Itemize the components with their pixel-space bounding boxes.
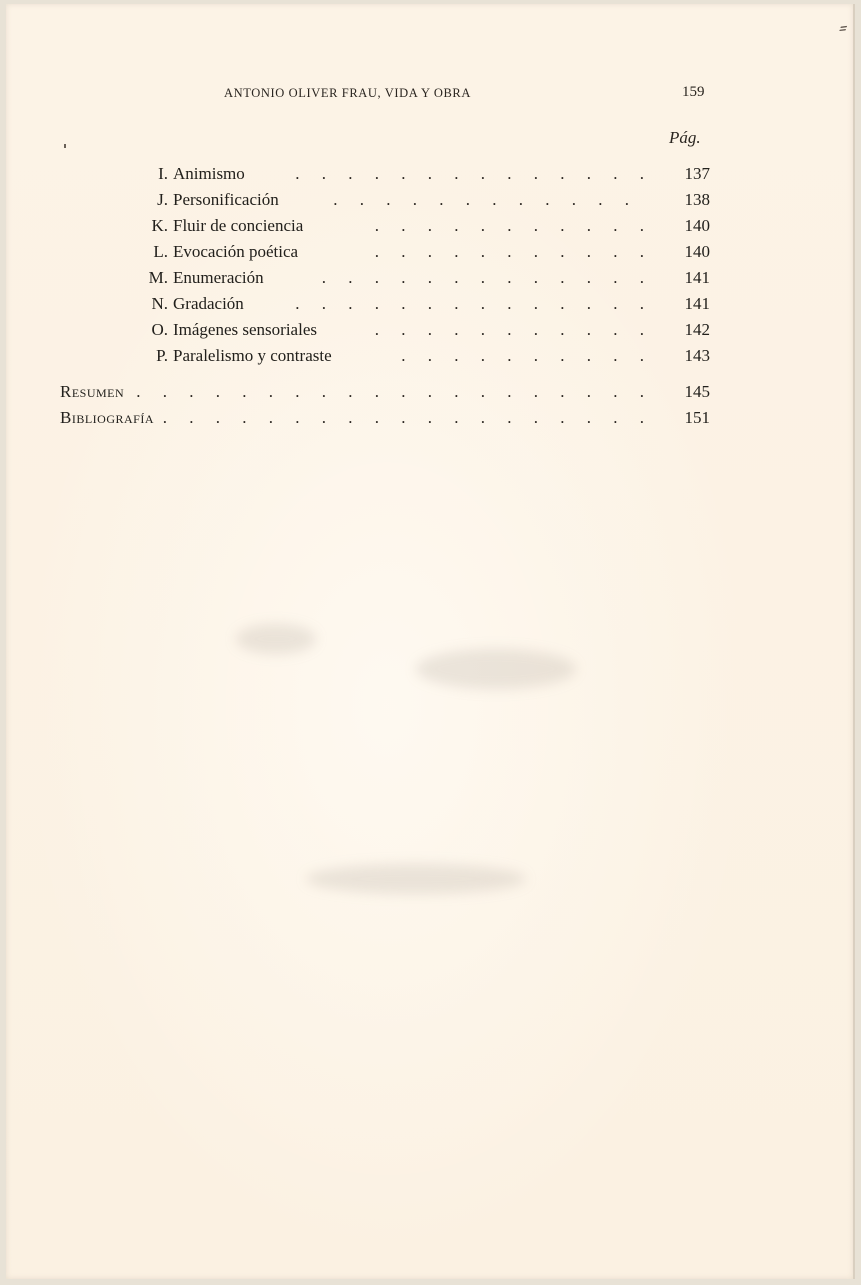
toc-page: 151 bbox=[684, 408, 710, 427]
toc-page: 140 bbox=[684, 242, 710, 261]
toc-entry-m bbox=[6, 268, 853, 294]
toc-label: Bibliografía bbox=[60, 408, 155, 427]
toc-leader-dots: . . . . . . . . . . . . . . bbox=[295, 164, 653, 183]
toc-page: 138 bbox=[684, 190, 710, 209]
torn-corner-mark: ⸗ bbox=[835, 13, 852, 40]
toc-page: 141 bbox=[684, 294, 710, 313]
toc-label: Fluir de conciencia bbox=[173, 216, 304, 235]
toc-leader-dots: . . . . . . . . . . . . . bbox=[321, 268, 653, 287]
toc-label: Enumeración bbox=[173, 268, 264, 287]
toc-page: 143 bbox=[684, 346, 710, 365]
toc-entry-p bbox=[6, 346, 853, 372]
toc-letter: M. bbox=[148, 268, 168, 287]
toc-page: 145 bbox=[684, 382, 710, 401]
paper-speck bbox=[64, 144, 66, 148]
toc-label: Gradación bbox=[173, 294, 244, 313]
toc-leader-dots: . . . . . . . . . . . bbox=[374, 216, 653, 235]
toc-page: 140 bbox=[684, 216, 710, 235]
toc-page: 141 bbox=[684, 268, 710, 287]
toc-entry-i bbox=[6, 164, 853, 190]
toc-label: Paralelismo y contraste bbox=[173, 346, 332, 365]
toc-label: Personificación bbox=[173, 190, 279, 209]
toc-page: 137 bbox=[684, 164, 710, 183]
toc-entry-o bbox=[6, 320, 853, 346]
toc-letter: J. bbox=[157, 190, 168, 209]
toc-letter: L. bbox=[153, 242, 168, 261]
toc-entry-bibliografia bbox=[6, 408, 853, 434]
running-head-title: ANTONIO OLIVER FRAU, VIDA Y OBRA bbox=[224, 86, 471, 100]
toc-leader-dots: . . . . . . . . . . . . . . bbox=[295, 294, 653, 313]
toc-letter: K. bbox=[151, 216, 168, 235]
book-page bbox=[6, 4, 855, 1279]
paper-crease bbox=[416, 649, 576, 689]
paper-crease bbox=[236, 624, 316, 654]
page-column-label: Pág. bbox=[669, 128, 701, 147]
toc-leader-dots: . . . . . . . . . . . . . . . . . . . bbox=[162, 408, 653, 427]
toc-leader-dots: . . . . . . . . . . . bbox=[374, 242, 653, 261]
toc-label: Resumen bbox=[60, 382, 125, 401]
toc-letter: O. bbox=[151, 320, 168, 339]
running-head bbox=[6, 84, 853, 104]
toc-entry-k bbox=[6, 216, 853, 242]
toc-entry-resumen bbox=[6, 382, 853, 408]
toc-leader-dots: . . . . . . . . . . . bbox=[374, 320, 653, 339]
toc-entry-l bbox=[6, 242, 853, 268]
toc-label: Imágenes sensoriales bbox=[173, 320, 317, 339]
toc-letter: P. bbox=[156, 346, 168, 365]
toc-leader-dots: . . . . . . . . . . . . . . . . . . . . bbox=[136, 382, 653, 401]
page-number: 159 bbox=[682, 84, 705, 100]
toc-entry-j bbox=[6, 190, 853, 216]
toc-leader-dots: . . . . . . . . . . bbox=[401, 346, 653, 365]
toc-entry-n bbox=[6, 294, 853, 320]
toc-leader-dots: . . . . . . . . . . . . bbox=[333, 190, 638, 209]
toc-letter: I. bbox=[158, 164, 168, 183]
toc-letter: N. bbox=[151, 294, 168, 313]
paper-crease bbox=[306, 864, 526, 894]
toc-label: Animismo bbox=[173, 164, 245, 183]
toc-label: Evocación poética bbox=[173, 242, 299, 261]
toc-page: 142 bbox=[684, 320, 710, 339]
